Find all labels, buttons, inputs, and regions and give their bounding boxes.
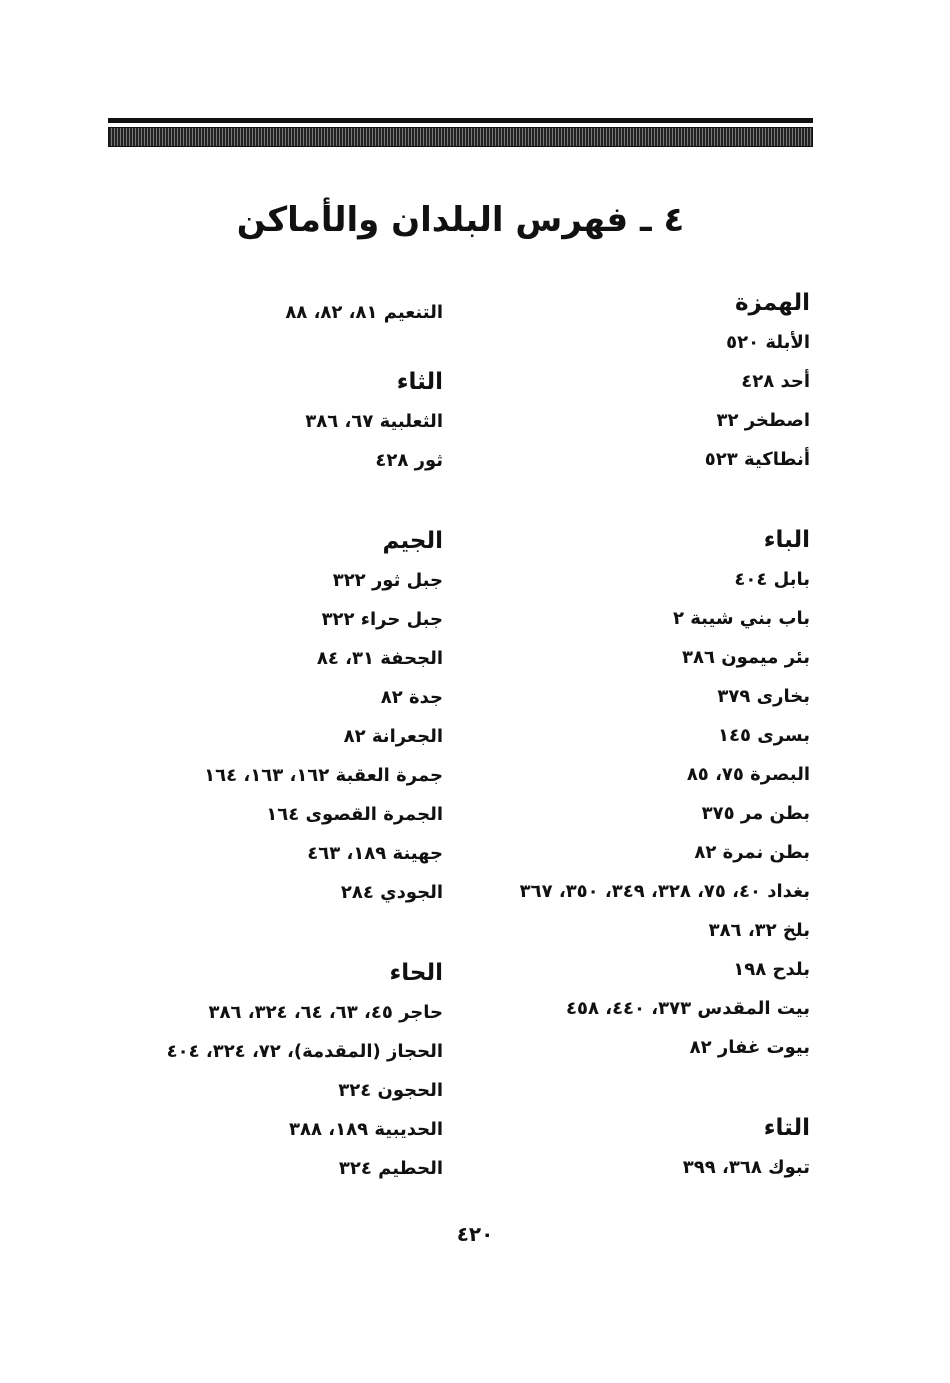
index-entry: بخارى ٣٧٩ <box>717 686 810 707</box>
index-entry: بئر ميمون ٣٨٦ <box>681 647 810 668</box>
section-heading: الحاء <box>389 960 443 986</box>
index-entry: التنعيم ٨١، ٨٢، ٨٨ <box>285 302 443 323</box>
index-entry: الأبلة ٥٢٠ <box>726 332 810 353</box>
section-heading: الباء <box>763 527 810 553</box>
index-entry: الجمرة القصوى ١٦٤ <box>266 804 443 825</box>
page-title: ٤ ـ فهرس البلدان والأماكن <box>236 200 685 240</box>
index-entry: اصطخر ٣٢ <box>716 410 810 431</box>
section-ta-continued <box>23 293 443 332</box>
section-heading: الثاء <box>396 369 443 395</box>
index-entry: باب بني شيبة ٢ <box>672 608 810 629</box>
index-entry: تبوك ٣٦٨، ٣٩٩ <box>682 1157 810 1178</box>
section-ba <box>390 520 810 1067</box>
section-hamza <box>390 283 810 479</box>
index-entry: جمرة العقبة ١٦٢، ١٦٣، ١٦٤ <box>204 765 443 786</box>
index-entry: الثعلبية ٦٧، ٣٨٦ <box>305 411 443 432</box>
index-entry: بلخ ٣٢، ٣٨٦ <box>708 920 810 941</box>
index-entry: أنطاكية ٥٢٣ <box>704 449 810 470</box>
index-entry: بسرى ١٤٥ <box>717 725 810 746</box>
section-jim <box>23 521 443 912</box>
index-entry: الحطيم ٣٢٤ <box>338 1158 443 1179</box>
index-entry: حاجر ٤٥، ٦٣، ٦٤، ٣٢٤، ٣٨٦ <box>208 1002 443 1023</box>
index-entry: بلدح ١٩٨ <box>733 959 810 980</box>
section-heading: الهمزة <box>734 290 810 316</box>
index-entry: جدة ٨٢ <box>380 687 443 708</box>
index-entry: بغداد ٤٠، ٧٥، ٣٢٨، ٣٤٩، ٣٥٠، ٣٦٧ <box>519 881 810 902</box>
section-ha <box>23 953 443 1188</box>
index-entry: بابل ٤٠٤ <box>734 569 810 590</box>
index-entry: الحجون ٣٢٤ <box>338 1080 443 1101</box>
index-entry: جبل حراء ٣٢٢ <box>321 609 443 630</box>
index-entry: بطن مر ٣٧٥ <box>701 803 810 824</box>
page-number: ٤٢٠ <box>456 1222 494 1246</box>
index-column-right <box>390 283 810 1187</box>
index-column-left <box>23 283 443 1188</box>
index-entry: الجعرانة ٨٢ <box>343 726 443 747</box>
index-entry: جبل ثور ٣٢٢ <box>332 570 443 591</box>
index-entry: الجحفة ٣١، ٨٤ <box>316 648 443 669</box>
index-entry: بطن نمرة ٨٢ <box>694 842 810 863</box>
section-ta <box>390 1108 810 1187</box>
index-entry: الحجاز (المقدمة)، ٧٢، ٣٢٤، ٤٠٤ <box>166 1041 443 1062</box>
index-entry: بيت المقدس ٣٧٣، ٤٤٠، ٤٥٨ <box>565 998 810 1019</box>
index-entry: البصرة ٧٥، ٨٥ <box>686 764 810 785</box>
header-rule-thin <box>108 118 813 123</box>
index-entry: ثور ٤٢٨ <box>375 450 443 471</box>
section-heading: الجيم <box>382 528 443 554</box>
section-tha <box>23 362 443 480</box>
section-heading: التاء <box>763 1115 810 1141</box>
index-entry: الجودي ٢٨٤ <box>340 882 443 903</box>
index-entry: بيوت غفار ٨٢ <box>689 1037 810 1058</box>
header-rule-thick <box>108 127 813 147</box>
index-entry: أحد ٤٢٨ <box>741 371 810 392</box>
index-entry: جهينة ١٨٩، ٤٦٣ <box>307 843 443 864</box>
index-entry: الحديبية ١٨٩، ٣٨٨ <box>289 1119 443 1140</box>
